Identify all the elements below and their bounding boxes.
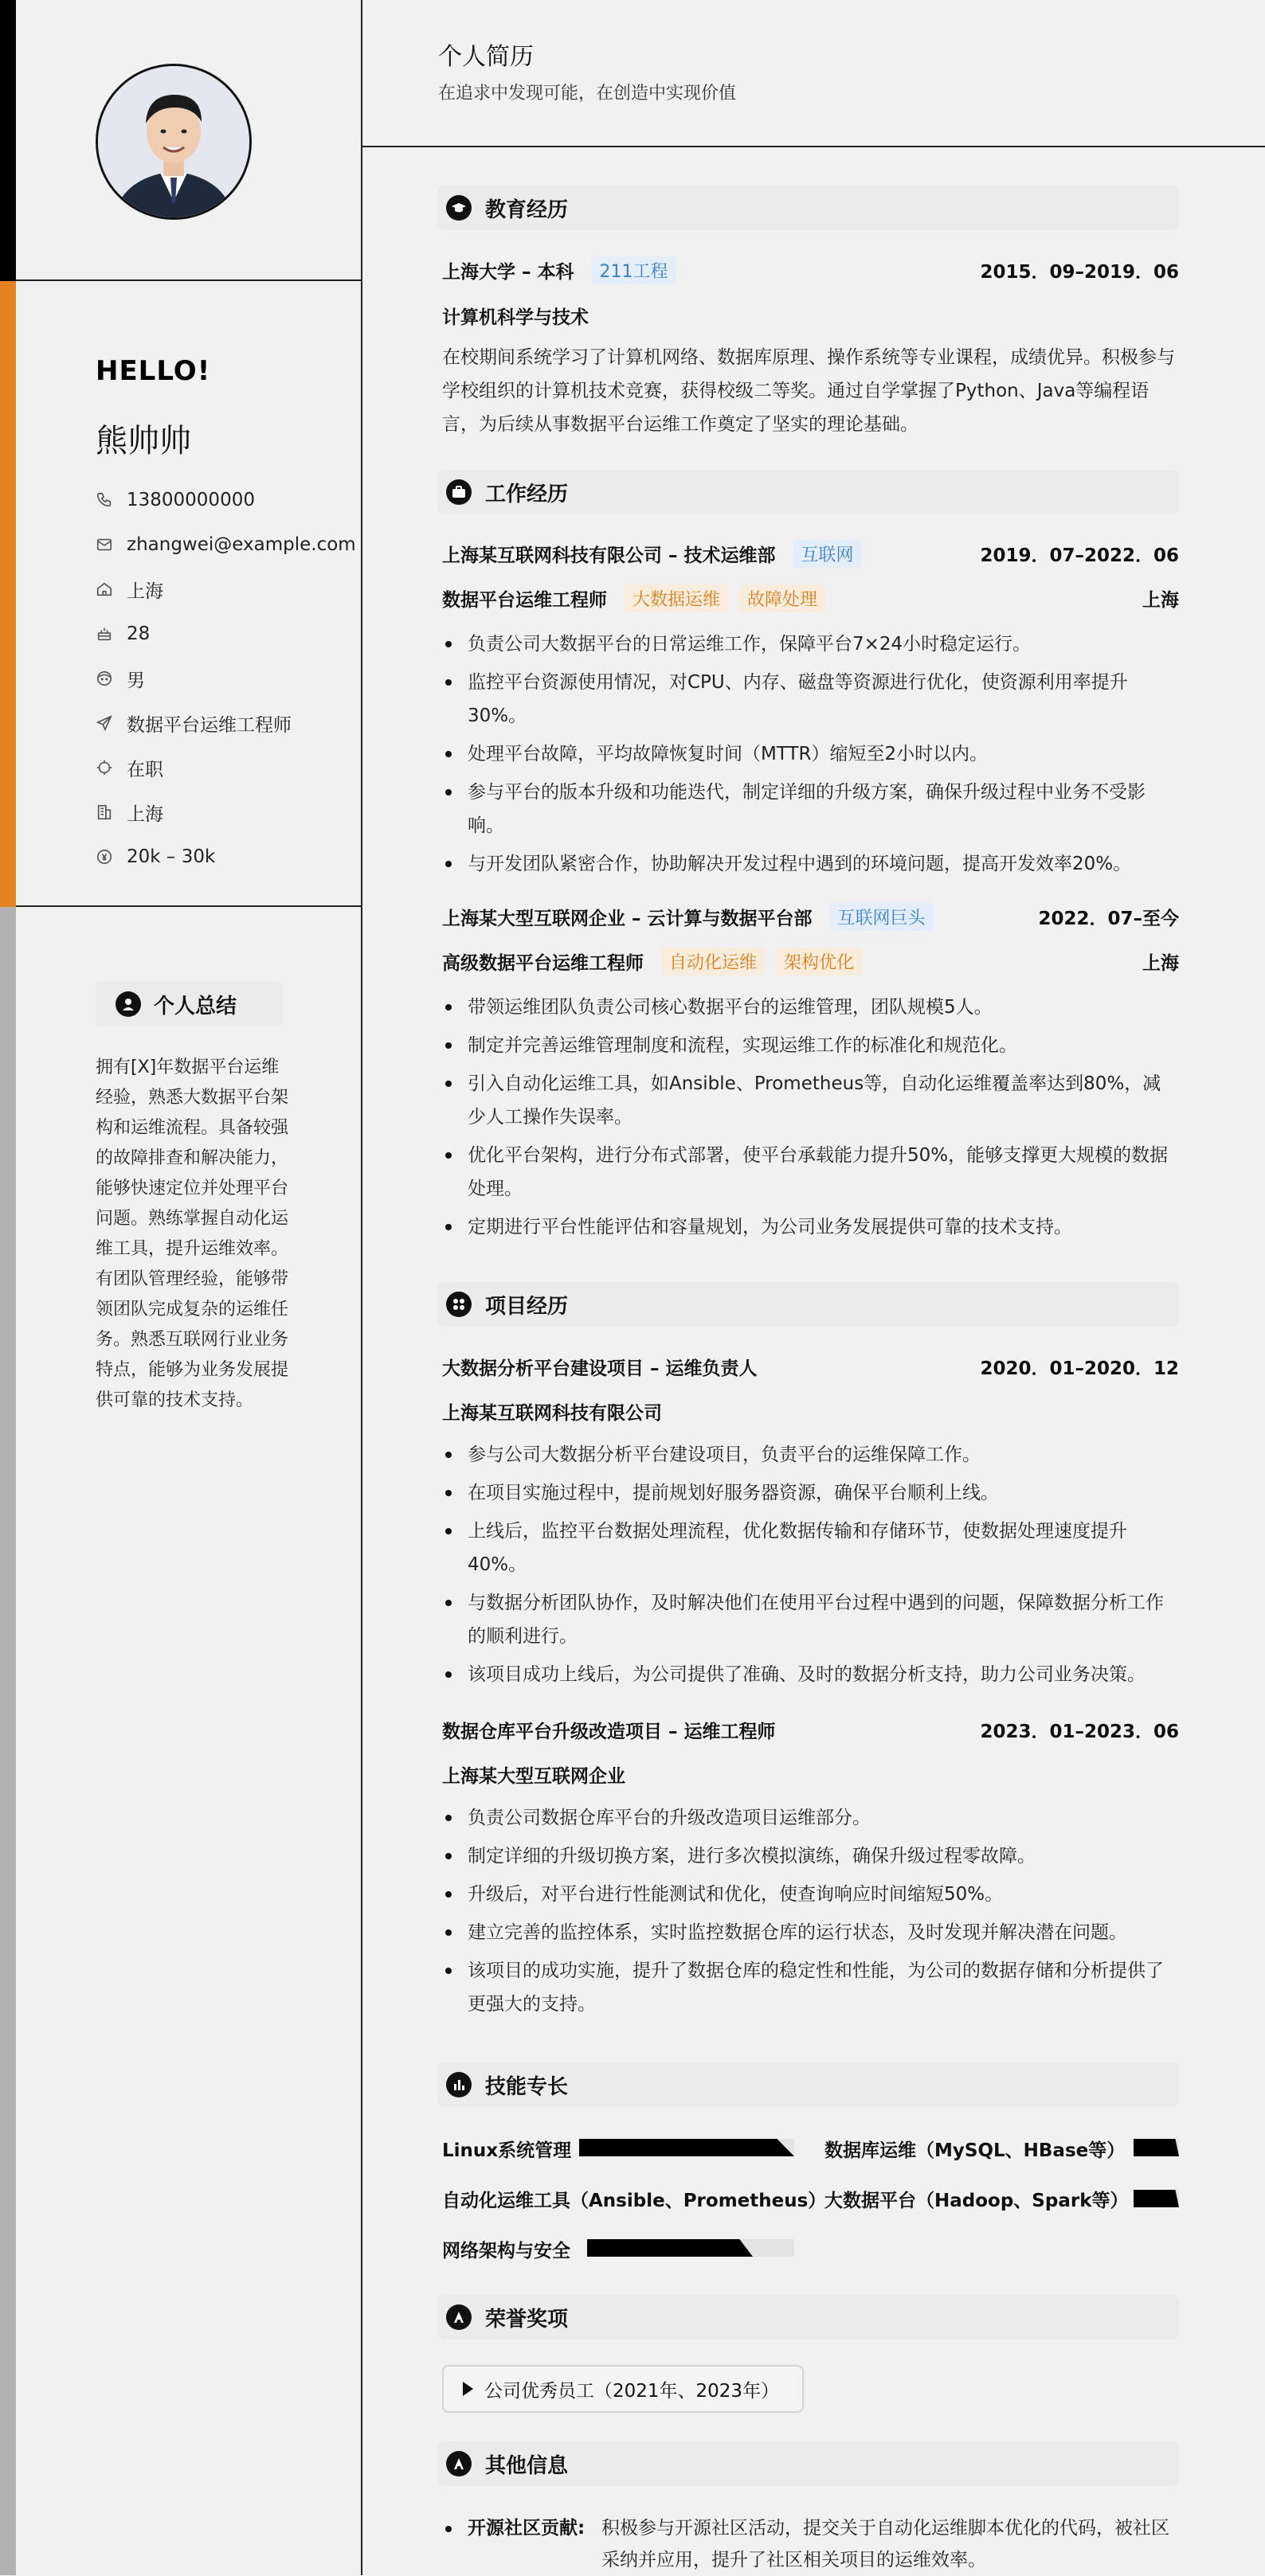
job-period: 2022．07–至今 [1038, 909, 1179, 929]
list-item: 监控平台资源使用情况，对CPU、内存、磁盘等资源进行优化，使资源利用率提升30%。 [442, 666, 1179, 733]
profile-info-list [96, 478, 356, 879]
job-2-duties [442, 991, 1179, 1249]
page-subtitle: 在追求中发现可能，在创造中实现价值 [438, 84, 737, 104]
job-city: 上海 [1142, 590, 1179, 611]
phone-text: 13800000000 [127, 490, 255, 510]
location-text: 上海 [127, 580, 163, 602]
skill-bar-fill [587, 2239, 753, 2257]
awards-heading [438, 2295, 1179, 2340]
list-item: 上线后，监控平台数据处理流程，优化数据传输和存储环节，使数据处理速度提升40%。 [442, 1515, 1179, 1581]
list-item: 负责公司大数据平台的日常运维工作，保障平台7×24小时稳定运行。 [442, 627, 1179, 661]
phone-icon [96, 491, 113, 509]
status-icon [96, 759, 113, 776]
list-item: 建立完善的监控体系，实时监控数据仓库的运行状态，及时发现并解决潜在问题。 [442, 1916, 1179, 1949]
grid-icon [446, 1292, 472, 1317]
award-icon [446, 2304, 472, 2330]
face-icon [96, 670, 113, 687]
job-company: 上海某互联网科技有限公司 – 技术运维部 [442, 545, 776, 566]
hello-heading: HELLO! [96, 355, 211, 387]
skill-bar [1134, 2190, 1179, 2207]
avatar [96, 64, 252, 220]
summary-title: 个人总结 [154, 994, 237, 1018]
position-text: 数据平台运维工程师 [127, 714, 292, 736]
job-company-tag: 互联网巨头 [830, 903, 934, 931]
list-item: 该项目的成功实施，提升了数据仓库的稳定性和性能，为公司的数据存储和分析提供了更强大的支持。 [442, 1954, 1179, 2021]
list-item: 定期进行平台性能评估和容量规划，为公司业务发展提供可靠的技术支持。 [442, 1210, 1179, 1244]
summary-text: 拥有[X]年数据平台运维经验，熟悉大数据平台架构和运维流程。具备较强的故障排查和解决能力，能够快速定位并处理平台问题。熟练掌握自动化运维工具，提升运维效率。有团队管理经验，能够带领团队完成复杂的运维任务。熟悉互联网行业业务特点，能够为业务发展提供可靠的技术支持。 [96, 1057, 289, 1410]
project-name: 大数据分析平台建设项目 – 运维负责人 [442, 1358, 758, 1379]
education-row [442, 256, 1179, 284]
list-item: 升级后，对平台进行性能测试和优化，使查询响应时间缩短50%。 [442, 1878, 1179, 1911]
skill-bar-fill [579, 2139, 794, 2156]
list-item: 该项目成功上线后，为公司提供了准确、及时的数据分析支持，助力公司业务决策。 [442, 1658, 1179, 1691]
job-1-duties [442, 627, 1179, 885]
status-text: 在职 [127, 759, 163, 780]
project-1-items [442, 1438, 1179, 1696]
work-heading [438, 470, 1179, 514]
skill-bar [587, 2239, 794, 2257]
info-gender [96, 656, 356, 701]
list-item: 优化平台架构，进行分布式部署，使平台承载能力提升50%，能够支撑更大规模的数据处理。 [442, 1139, 1179, 1206]
building-icon [96, 803, 113, 821]
gender-text: 男 [127, 670, 145, 691]
project-name: 数据仓库平台升级改造项目 – 运维工程师 [442, 1722, 776, 1742]
other-heading [438, 2441, 1179, 2486]
project-1-header [442, 1354, 1179, 1380]
cake-icon [96, 625, 113, 643]
list-item: 制定详细的升级切换方案，进行多次模拟演练，确保升级过程零故障。 [442, 1839, 1179, 1873]
salary-text: 20k – 30k [127, 846, 216, 867]
info-email [96, 522, 356, 567]
info-salary [96, 835, 356, 879]
accent-strip-gray [0, 907, 16, 2575]
project-period: 2020．01–2020．12 [980, 1358, 1179, 1379]
yen-icon [96, 848, 113, 866]
skill-label: Linux系统管理 [442, 2140, 572, 2161]
header-divider [362, 146, 1265, 147]
page-title: 个人简历 [438, 43, 534, 71]
skills-title: 技能专长 [485, 2074, 569, 2099]
other-value: 积极参与开源社区活动，提交关于自动化运维脚本优化的代码，被社区采纳并应用，提升了社区相关项目的运维效率。 [601, 2518, 1169, 2570]
skill-label: 大数据平台（Hadoop、Spark等） [824, 2191, 1129, 2211]
education-major: 计算机科学与技术 [442, 307, 589, 328]
project-company: 上海某互联网科技有限公司 [442, 1403, 662, 1424]
send-icon [96, 714, 113, 732]
job-company: 上海某大型互联网企业 – 云计算与数据平台部 [442, 909, 813, 929]
other-title: 其他信息 [485, 2453, 569, 2478]
project-period: 2023．01–2023．06 [980, 1722, 1179, 1742]
summary-heading [96, 982, 283, 1026]
job-role: 数据平台运维工程师 [442, 590, 607, 611]
info-location [96, 567, 356, 612]
sidebar-divider [16, 279, 361, 281]
job-1-role-row [442, 584, 1179, 612]
skill-label: 数据库运维（MySQL、HBase等） [824, 2140, 1126, 2161]
job-2-header [442, 903, 1179, 931]
graduation-cap-icon [446, 195, 472, 221]
user-icon [116, 991, 141, 1017]
briefcase-icon [446, 479, 472, 505]
bar-chart-icon [446, 2072, 472, 2097]
info-position [96, 701, 356, 745]
list-item: 与开发团队紧密合作，协助解决开发过程中遇到的环境问题，提高开发效率20%。 [442, 847, 1179, 881]
job-2-role-row [442, 948, 1179, 975]
list-item: 引入自动化运维工具，如Ansible、Prometheus等，自动化运维覆盖率达到80%，减少人工操作失误率。 [442, 1067, 1179, 1134]
list-item: 与数据分析团队协作，及时解决他们在使用平台过程中遇到的问题，保障数据分析工作的顺利进行。 [442, 1586, 1179, 1653]
info-phone [96, 478, 356, 522]
job-1-header [442, 540, 1179, 568]
skill-label: 网络架构与安全 [442, 2241, 570, 2261]
skill-label: 自动化运维工具（Ansible、Prometheus） [442, 2191, 827, 2211]
education-title: 教育经历 [485, 197, 569, 222]
home-icon [96, 580, 113, 598]
projects-heading [438, 1282, 1179, 1327]
info-status [96, 745, 356, 790]
job-tag: 自动化运维 [661, 948, 765, 975]
sidebar-divider-2 [16, 905, 361, 907]
projects-title: 项目经历 [485, 1294, 569, 1319]
age-text: 28 [127, 623, 151, 644]
list-item: 参与公司大数据分析平台建设项目，负责平台的运维保障工作。 [442, 1438, 1179, 1472]
skill-bar [1134, 2139, 1179, 2156]
info-icon [446, 2451, 472, 2476]
expand-triangle-icon [463, 2382, 473, 2396]
job-tag: 故障处理 [739, 584, 825, 612]
profile-name: 熊帅帅 [96, 423, 191, 459]
education-desc: 在校期间系统学习了计算机网络、数据库原理、操作系统等专业课程，成绩优异。积极参与学校组织的计算机技术竞赛，获得校级二等奖。通过自学掌握了Python、Java等编程语言，为后续从事数据平台运维工作奠定了坚实的理论基础。 [442, 347, 1175, 435]
school-name: 上海大学 – 本科 [442, 262, 574, 283]
skill-bar-fill [1134, 2139, 1179, 2156]
project-2-header [442, 1717, 1179, 1743]
job-company-tag: 互联网 [793, 540, 862, 568]
award-item[interactable] [442, 2365, 804, 2413]
education-heading [438, 186, 1179, 230]
skill-bar-fill [1134, 2190, 1179, 2207]
project-company: 上海某大型互联网企业 [442, 1766, 625, 1787]
award-text: 公司优秀员工（2021年、2023年） [484, 2380, 780, 2402]
sidebar [16, 0, 362, 2575]
job-tag: 架构优化 [776, 948, 862, 975]
awards-title: 荣誉奖项 [485, 2307, 569, 2332]
accent-strip-orange [0, 281, 16, 907]
info-city [96, 790, 356, 835]
skills-heading [438, 2062, 1179, 2107]
accent-strip-black [0, 0, 16, 281]
list-item: 制定并完善运维管理制度和流程，实现运维工作的标准化和规范化。 [442, 1029, 1179, 1062]
list-item: 带领运维团队负责公司核心数据平台的运维管理，团队规模5人。 [442, 991, 1179, 1024]
work-title: 工作经历 [485, 482, 569, 506]
job-tag: 大数据运维 [625, 584, 728, 612]
list-item: 负责公司数据仓库平台的升级改造项目运维部分。 [442, 1801, 1179, 1835]
skill-bar [579, 2139, 794, 2156]
project-2-items [442, 1801, 1179, 2026]
email-text: zhangwei@example.com [127, 534, 356, 555]
education-period: 2015．09–2019．06 [980, 262, 1179, 283]
school-tag: 211工程 [592, 256, 676, 284]
job-period: 2019．07–2022．06 [980, 545, 1179, 566]
list-item: 参与平台的版本升级和功能迭代，制定详细的升级方案，确保升级过程中业务不受影响。 [442, 776, 1179, 842]
info-age [96, 612, 356, 656]
job-city: 上海 [1142, 953, 1179, 974]
mail-icon [96, 536, 113, 553]
job-role: 高级数据平台运维工程师 [442, 953, 644, 974]
city-text: 上海 [127, 803, 163, 825]
list-item: 在项目实施过程中，提前规划好服务器资源，确保平台顺利上线。 [442, 1476, 1179, 1510]
list-item: 处理平台故障，平均故障恢复时间（MTTR）缩短至2小时以内。 [442, 737, 1179, 771]
other-key: 开源社区贡献: [468, 2518, 586, 2539]
